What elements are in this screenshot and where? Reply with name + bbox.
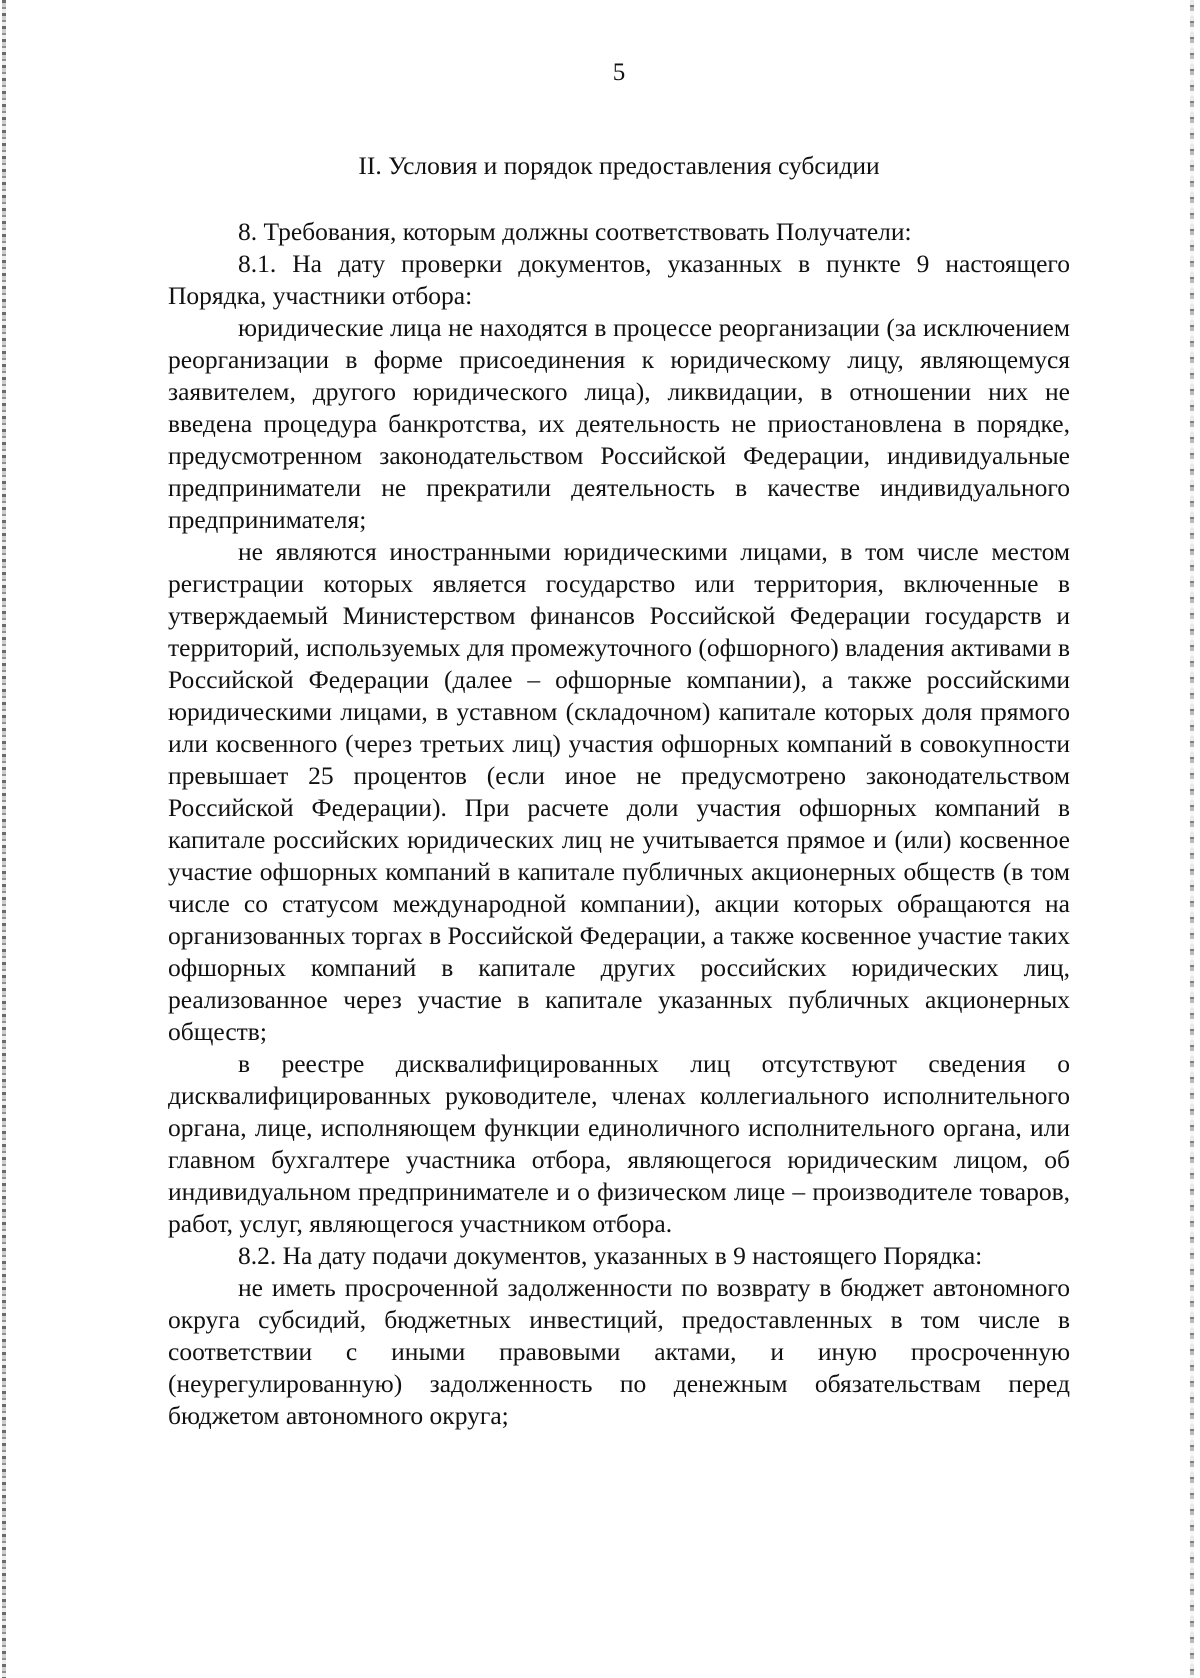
scan-edge-left <box>2 0 6 1678</box>
page-number: 5 <box>612 59 626 86</box>
scan-edge-right <box>1190 0 1194 1678</box>
paragraph-disqualified-registry: в реестре дисквалифицированных лиц отсутствуют сведения о дисквалифицированных руководителе, членах коллегиального исполнительного органа, лице, исполняющем функции единоличного исполнительного органа, или главном бухгалтере участника отбора, являющегося юридическим лицом, об индивидуальном предпринимателе и о физическом лице – производителе товаров, работ, услуг, являющегося участником отбора. <box>168 1049 1070 1238</box>
paragraph-requirements-heading: 8. Требования, которым должны соответствовать Получатели: <box>238 217 912 246</box>
paragraph-no-overdue-debt: не иметь просроченной задолженности по возврату в бюджет автономного округа субсидий, бюджетных инвестиций, предоставленных в том числе в соответствии с иными правовыми актами, и иную просроченную (неурегулированную) задолженность по денежным обязательствам перед бюджетом автономного округа; <box>168 1273 1070 1430</box>
paragraph-offshore: не являются иностранными юридическими лицами, в том числе местом регистрации которых является государство или территория, включенные в утверждаемый Министерством финансов Российской Федерации государств и территорий, используемых для промежуточного (офшорного) владения активами в Российской Федерации (далее – офшорные компании), а также российскими юридическими лицами, в уставном (складочном) капитале которых доля прямого или косвенного (через третьих лиц) участия офшорных компаний в совокупности превышает 25 процентов (если иное не предусмотрено законодательством Российской Федерации). При расчете доли участия офшорных компаний в капитале российских юридических лиц не учитывается прямое и (или) косвенное участие офшорных компаний в капитале публичных акционерных обществ (в том числе со статусом международной компании), акции которых обращаются на организованных торгах в Российской Федерации, а также косвенное участие таких офшорных компаний в капитале других российских юридических лиц, реализованное через участие в капитале указанных публичных акционерных обществ; <box>168 537 1070 1046</box>
page-content <box>168 58 1070 1432</box>
section-title: II. Условия и порядок предоставления субсидии <box>358 151 880 180</box>
paragraph-legal-entities: юридические лица не находятся в процессе реорганизации (за исключением реорганизации в форме присоединения к юридическому лицу, являющемуся заявителем, другого юридического лица), ликвидации, в отношении них не введена процедура банкротства, их деятельность не приостановлена в порядке, предусмотренном законодательством Российской Федерации, индивидуальные предприниматели не прекратили деятельность в качестве индивидуального предпринимателя; <box>168 313 1070 534</box>
paragraph-8-1: 8.1. На дату проверки документов, указанных в пункте 9 настоящего Порядка, участники отбора: <box>168 249 1070 310</box>
paragraph-8-2: 8.2. На дату подачи документов, указанных в 9 настоящего Порядка: <box>238 1241 983 1270</box>
